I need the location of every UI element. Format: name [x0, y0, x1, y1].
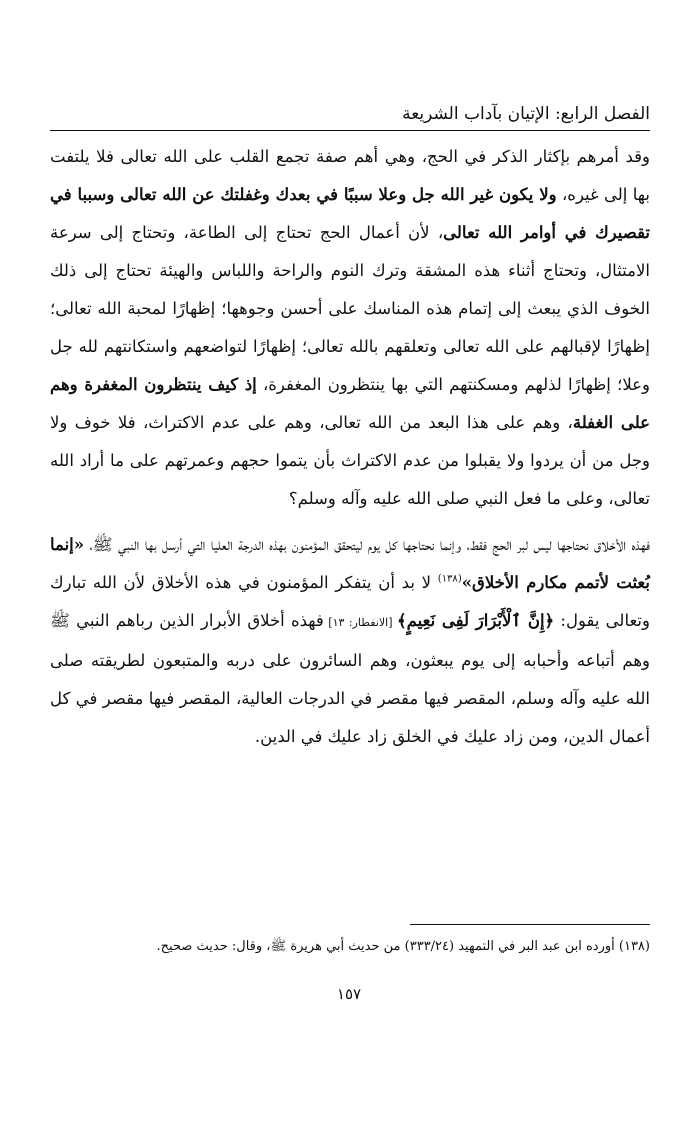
page-number: ١٥٧ [336, 985, 362, 1003]
bold-phrase: ولا يكون غير الله جل وعلا سببًا في بعدك وغفلتك عن الله تعالى وسببا في تقصيرك في أوامر الله تعالى [50, 185, 651, 242]
text-span: فهذه الأخلاق نحتاجها ليس لبر الحج فقط، وإنما نحتاجها كل يوم ليتحقق المؤمنون بهذه الدرجة العليا التي أرسل بها النبي ﷺ، [84, 535, 650, 554]
text-span: ، وهم على هذا البعد من الله تعالى، وهم على عدم الاكتراث، فلا خوف ولا وجل من أن يردوا ولا يقبلوا من عدم الاكتراث بأن يتموا حجهم وعمرتهم على ما أراد الله تعالى، وعلى ما فعل النبي صلى الله عليه وآله وسلم؟ [50, 413, 650, 508]
bold-phrase: إذ كيف ينتظرون المغفرة وهم على الغفلة [50, 375, 650, 432]
quran-verse: ﴿إِنَّ ٱلْأَبْرَارَ لَفِى نَعِيمٍ﴾ [397, 611, 555, 630]
chapter-title: الفصل الرابع: الإتيان بآداب الشريعة [402, 104, 650, 124]
verse-reference: [الانفطار: ١٣] [323, 616, 398, 629]
text-span: ، لأن أعمال الحج تحتاج إلى الطاعة، وتحتاج إلى سرعة الامتثال، وتحتاج أثناء هذه المشقة وترك النوم والراحة واللباس والهيئة تحتاج إلى ذلك الخوف الذي يبعث إلى إتمام هذه المناسك على أحسن وجوهها؛ إظهارًا لمحبة الله تعالى؛ إظهارًا لإقبالهم على الله تعالى وتعلقهم بالله تعالى؛ إظهارًا لتواضعهم واستكانتهم لله جل وعلا؛ إظهارًا لذلهم ومسكنتهم التي بها ينتظرون المغفرة، [50, 223, 650, 394]
running-header [50, 100, 650, 131]
paragraph-2 [50, 526, 650, 756]
footnote-divider [410, 924, 650, 925]
footnote-marker: (١٣٨) [437, 573, 462, 585]
footnote: (١٣٨) أورده ابن عبد البر في التمهيد (٣٣٣/٢٤) من حديث أبي هريرة ﷺ، وقال: حديث صحيح. [156, 939, 650, 954]
text-span: لا بد أن يتفكر المؤمنون في هذه الأخلاق لأن الله تبارك وتعالى يقول: [50, 573, 650, 630]
text-span: وقد أمرهم بإكثار الذكر في الحج، وهي أهم صفة تجمع القلب على الله تعالى فلا يلتفت بها إلى غيره، [50, 147, 650, 204]
text-span: فهذه أخلاق الأبرار الذين رباهم النبي ﷺ وهم أتباعه وأحبابه إلى يوم يبعثون، وهم السائرون على دربه والمتبعون لطريقته صلى الله عليه وآله وسلم، المقصر فيها مقصر في الدرجات العالية، المقصر فيها مقصر في كل أعمال الدين، ومن زاد عليك في الخلق زاد عليك في الدين. [50, 611, 650, 746]
main-text [50, 138, 650, 764]
paragraph-1 [50, 138, 650, 518]
hadith-quote: «إنما بُعثت لأتمم مكارم الأخلاق» [50, 535, 650, 592]
